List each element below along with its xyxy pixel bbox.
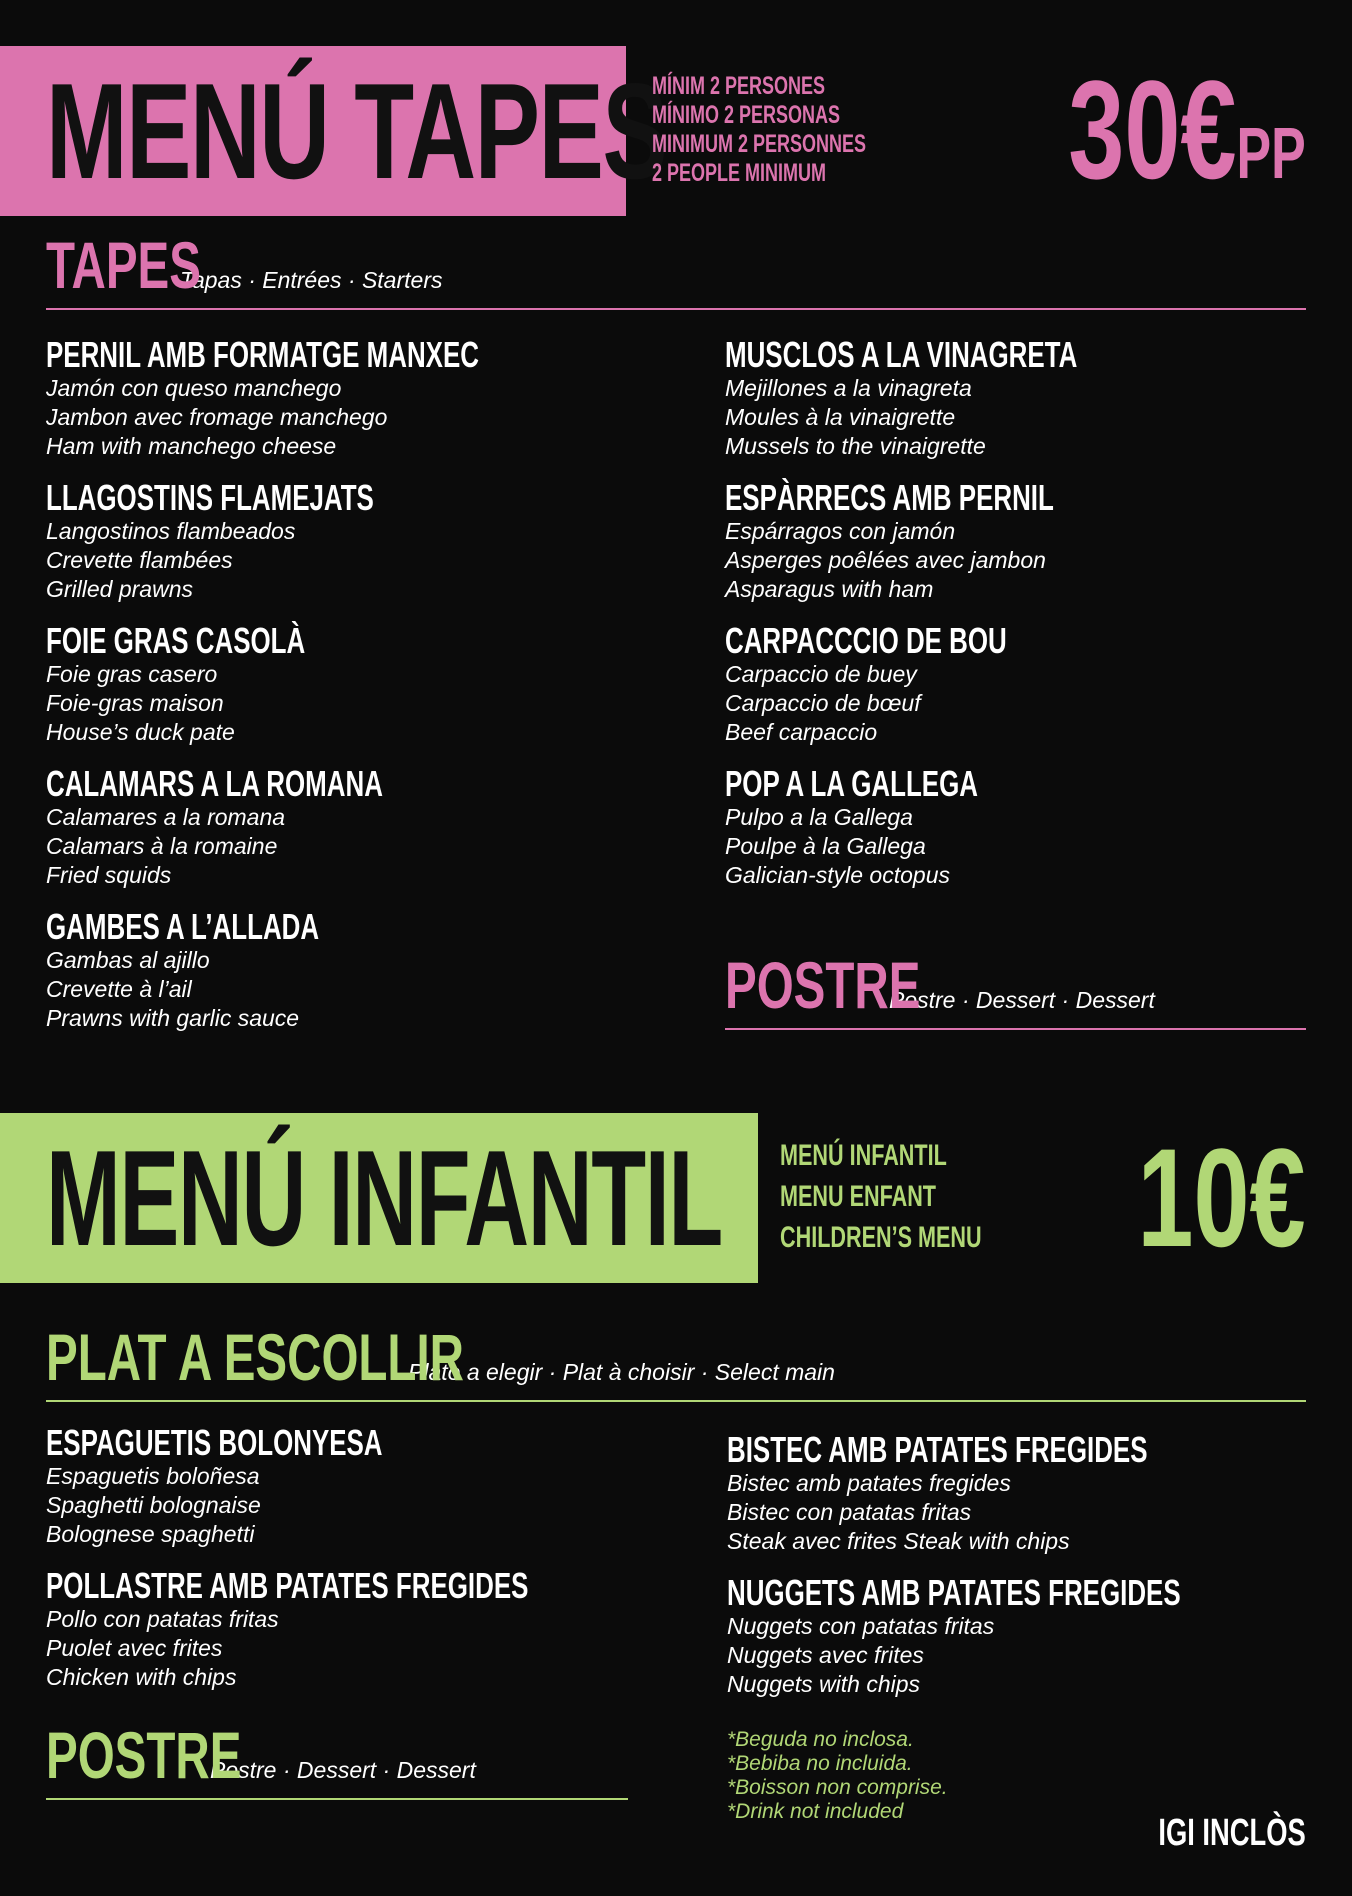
dish-translation: Fried squids [46, 862, 172, 888]
minimum-line-fr: MINIMUM 2 PERSONNES [652, 130, 867, 158]
dish-translation: Asperges poêlées avec jambon [725, 547, 1046, 573]
dish-translation: Galician-style octopus [725, 862, 950, 888]
tapes-section-header [46, 228, 1306, 310]
drink-notes [727, 1728, 948, 1824]
tapas-dessert-subtitle: Postre · Dessert · Dessert [889, 987, 1155, 1013]
dish-translation: Pollo con patatas fritas [46, 1606, 279, 1632]
kids-label-ca: MENÚ INFANTIL [780, 1139, 947, 1172]
dish-item [46, 908, 646, 1033]
tapas-price [1068, 51, 1306, 208]
kids-dessert-header [46, 1718, 628, 1800]
dish-translation: Nuggets with chips [727, 1671, 921, 1697]
dish-name: POP A LA GALLEGA [725, 763, 978, 804]
dish-translation: Ham with manchego cheese [46, 433, 337, 459]
dish-item [727, 1431, 1327, 1556]
tapas-price-suffix: PP [1236, 114, 1306, 194]
dish-name: ESPAGUETIS BOLONYESA [46, 1422, 383, 1463]
dish-item [727, 1574, 1327, 1699]
dish-translation: Asparagus with ham [725, 576, 934, 602]
dish-translation: Bistec con patatas fritas [727, 1499, 972, 1525]
dish-translation: Carpaccio de buey [725, 661, 917, 687]
drink-note-ca: *Beguda no inclosa. [727, 1728, 914, 1751]
kids-label-en: CHILDREN’S MENU [780, 1221, 982, 1254]
tax-included-note: IGI INCLÒS [1158, 1812, 1306, 1854]
kids-label-fr: MENU ENFANT [780, 1180, 937, 1213]
dish-name: PERNIL AMB FORMATGE MANXEC [46, 334, 479, 375]
dish-item [46, 1567, 646, 1692]
drink-note-es: *Bebiba no incluida. [727, 1752, 913, 1775]
main-choice-subtitle: Plato a elegir · Plat à choisir · Select main [408, 1359, 835, 1385]
dish-translation: Chicken with chips [46, 1664, 237, 1690]
dish-item [46, 622, 646, 747]
main-choice-header [46, 1320, 1306, 1402]
dish-translation: Espaguetis boloñesa [46, 1463, 260, 1489]
dish-name: POLLASTRE AMB PATATES FREGIDES [46, 1565, 529, 1606]
dish-translation: Gambas al ajillo [46, 947, 210, 973]
dish-translation: Grilled prawns [46, 576, 193, 602]
kids-dessert-title: POSTRE [46, 1718, 242, 1792]
minimum-line-ca: MÍNIM 2 PERSONES [652, 72, 826, 100]
minimum-line-en: 2 PEOPLE MINIMUM [652, 159, 827, 187]
kids-price: 10€ [1137, 1119, 1306, 1276]
dish-item [725, 479, 1325, 604]
dish-translation: Poulpe à la Gallega [725, 833, 926, 859]
tapas-dessert-header [725, 948, 1306, 1030]
dish-translation: Steak avec frites Steak with chips [727, 1528, 1070, 1554]
drink-note-fr: *Boisson non comprise. [727, 1776, 948, 1799]
dish-translation: Crevette à l’ail [46, 976, 192, 1002]
kids-title-banner [0, 1113, 758, 1283]
tapas-title-banner [0, 46, 667, 216]
dish-translation: Jambon avec fromage manchego [46, 404, 388, 430]
dish-translation: Moules à la vinaigrette [725, 404, 956, 430]
tapes-section-title: TAPES [46, 228, 201, 302]
dish-translation: Bistec amb patates fregides [727, 1470, 1011, 1496]
dish-item [725, 765, 1325, 890]
minimum-line-es: MÍNIMO 2 PERSONAS [652, 101, 841, 129]
dish-item [46, 336, 646, 461]
dish-name: CALAMARS A LA ROMANA [46, 763, 383, 804]
kids-dessert-subtitle: Postre · Dessert · Dessert [210, 1757, 476, 1783]
dish-translation: Prawns with garlic sauce [46, 1005, 300, 1031]
tapas-price-value: 30€ [1068, 51, 1237, 208]
dish-translation: Nuggets con patatas fritas [727, 1613, 995, 1639]
dish-translation: Foie-gras maison [46, 690, 224, 716]
dish-name: CARPACCCIO DE BOU [725, 620, 1007, 661]
dish-item [46, 1424, 646, 1549]
dish-name: BISTEC AMB PATATES FREGIDES [727, 1429, 1148, 1470]
dish-translation: Crevette flambées [46, 547, 233, 573]
dish-item [46, 765, 646, 890]
dish-translation: House’s duck pate [46, 719, 235, 745]
dish-translation: Pulpo a la Gallega [725, 804, 913, 830]
dish-translation: Calamares a la romana [46, 804, 286, 830]
dish-translation: Bolognese spaghetti [46, 1521, 255, 1547]
dish-translation: Espárragos con jamón [725, 518, 956, 544]
main-choice-title: PLAT A ESCOLLIR [46, 1320, 464, 1394]
kids-menu-labels [780, 1135, 982, 1258]
dish-translation: Puolet avec frites [46, 1635, 223, 1661]
dish-translation: Foie gras casero [46, 661, 218, 687]
dish-name: FOIE GRAS CASOLÀ [46, 620, 306, 661]
dish-name: MUSCLOS A LA VINAGRETA [725, 334, 1078, 375]
dish-translation: Spaghetti bolognaise [46, 1492, 261, 1518]
dish-item [725, 336, 1325, 461]
dish-name: LLAGOSTINS FLAMEJATS [46, 477, 374, 518]
dish-translation: Calamars à la romaine [46, 833, 278, 859]
dish-translation: Jamón con queso manchego [46, 375, 342, 401]
kids-menu-title: MENÚ INFANTIL [46, 1122, 722, 1274]
tapas-dessert-title: POSTRE [725, 948, 921, 1022]
tapes-section-subtitle: Tapas · Entrées · Starters [180, 267, 443, 293]
drink-note-en: *Drink not included [727, 1800, 904, 1823]
dish-name: NUGGETS AMB PATATES FREGIDES [727, 1572, 1181, 1613]
dish-item [725, 622, 1325, 747]
dish-translation: Carpaccio de bœuf [725, 690, 921, 716]
tapas-menu-title: MENÚ TAPES [46, 55, 667, 207]
dish-translation: Mussels to the vinaigrette [725, 433, 986, 459]
dish-item [46, 479, 646, 604]
dish-translation: Nuggets avec frites [727, 1642, 924, 1668]
tapas-minimum-notice [652, 72, 866, 188]
dish-name: GAMBES A L’ALLADA [46, 906, 320, 947]
dish-translation: Langostinos flambeados [46, 518, 296, 544]
dish-translation: Beef carpaccio [725, 719, 878, 745]
dish-name: ESPÀRRECS AMB PERNIL [725, 477, 1054, 518]
dish-translation: Mejillones a la vinagreta [725, 375, 972, 401]
